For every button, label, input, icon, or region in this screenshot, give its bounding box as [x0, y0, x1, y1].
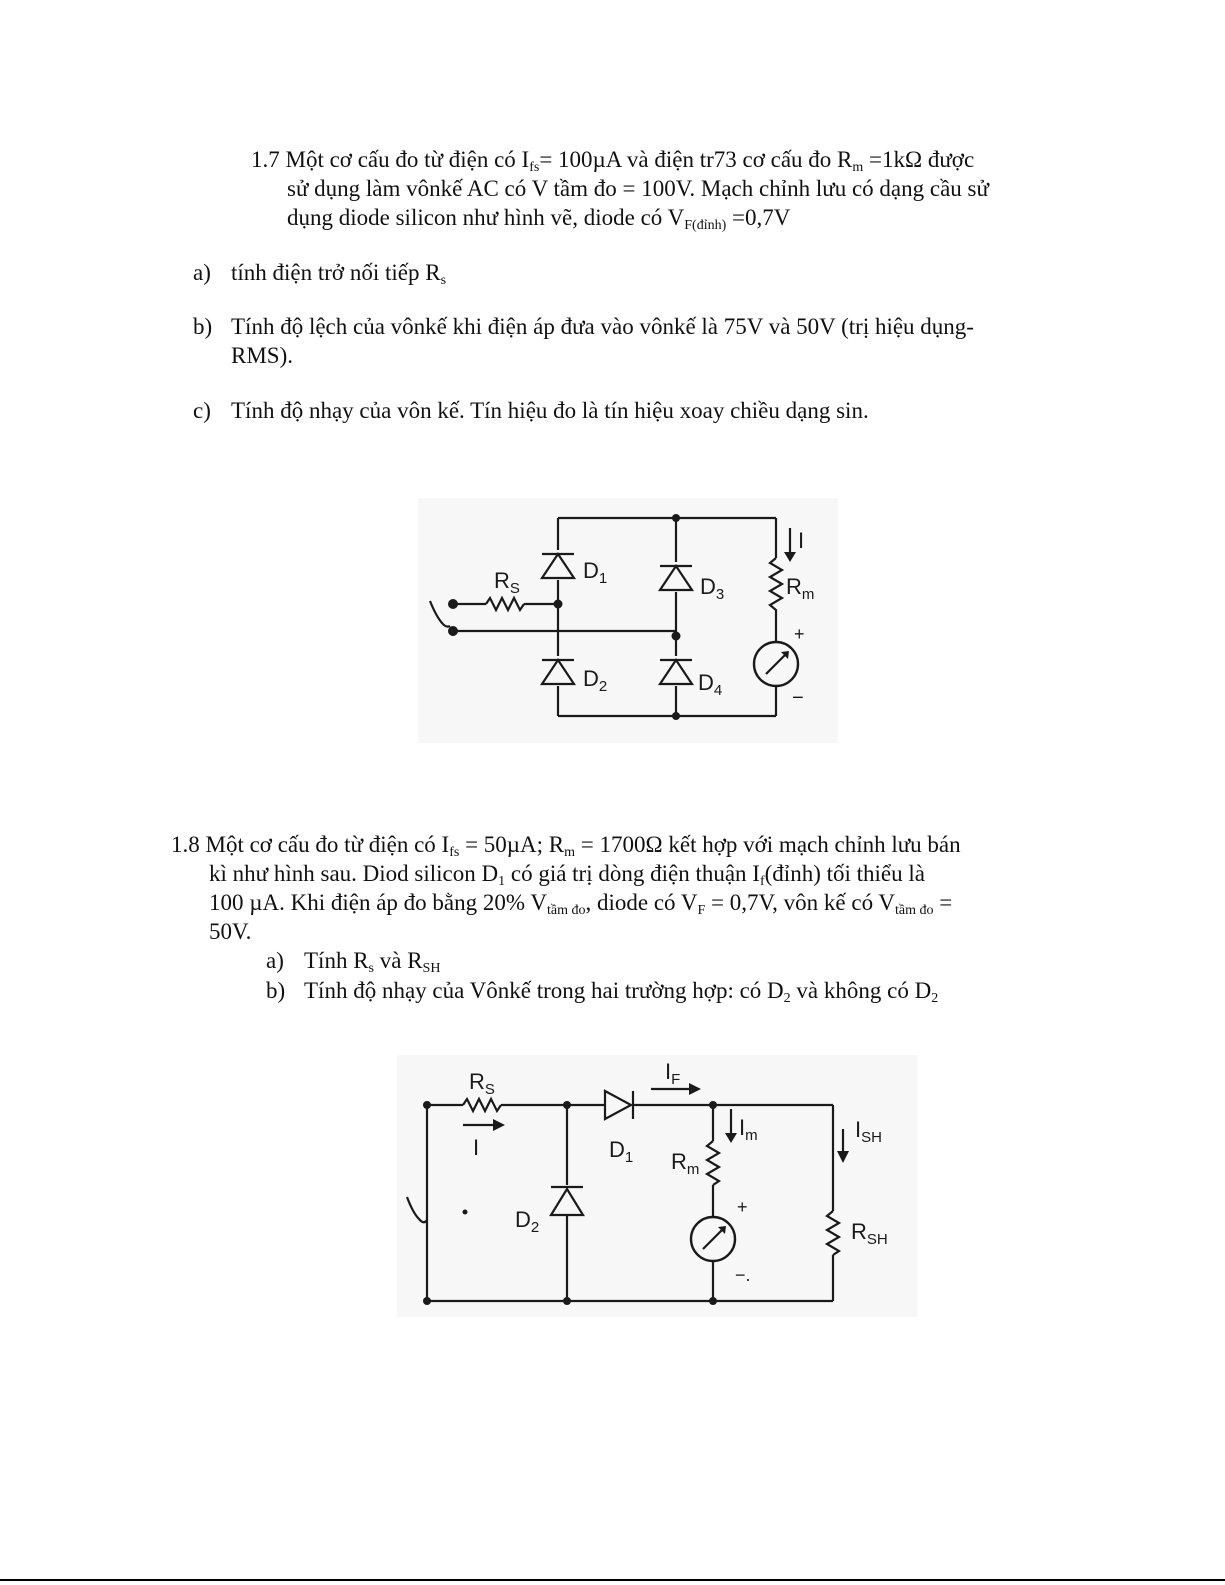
label-d1: $D_1$ [583, 558, 608, 587]
label-current-i: I [798, 528, 805, 553]
question-a-marker: a) [193, 260, 211, 285]
label-d2: $D_2$ [515, 1207, 540, 1236]
problem-1-7-line-3: dụng diode silicon như hình vẽ, diode có $V_{F(đỉnh)} =0,7V$ [287, 205, 791, 233]
label-minus: − [792, 687, 804, 709]
diode-d1 [540, 550, 576, 580]
node-middle-mid [672, 632, 681, 641]
label-rs: $R_S$ [494, 568, 520, 597]
question-a-marker: a) [266, 948, 284, 973]
diode-d2 [540, 656, 576, 686]
question-a-text: tính điện trở nối tiếp $R_s$ [231, 260, 447, 288]
label-current-im: $I_m$ [739, 1115, 758, 1144]
diode-d3 [658, 562, 694, 592]
galvanometer-icon [691, 1217, 735, 1261]
problem-1-8-line-3: 100 µA. Khi điện áp đo bằng 20% $V_{tầm đo}$, diode có $V_F = 0,7V$, vôn kế có $V_{tầm đo}$ = [209, 890, 953, 918]
question-b-text-cont: RMS). [231, 343, 293, 368]
label-rsh: $R_{SH}$ [851, 1219, 888, 1248]
diode-d4 [658, 656, 694, 686]
question-b-marker: b) [193, 314, 213, 339]
problem-1-8-line-2: kì như hình sau. Diod silicon $D_1$ có giá trị dòng điện thuận $I_f(đỉnh)$ tối thiểu là [209, 861, 925, 889]
label-plus: + [794, 624, 805, 644]
label-minus: −. [735, 1265, 751, 1285]
bridge-rectifier-circuit [418, 498, 838, 743]
question-b-text: Tính độ lệch của vônkế khi điện áp đưa vào vônkế là 75V và 50V (trị hiệu dụng- [231, 314, 974, 339]
problem-1-8-line-4: 50V. [209, 919, 252, 944]
galvanometer-icon [754, 642, 798, 686]
label-d2: $D_2$ [583, 666, 608, 695]
page-bottom-border [0, 1579, 1225, 1581]
label-current-if: $I_F$ [665, 1059, 681, 1088]
label-rm: $R_m$ [786, 574, 815, 603]
problem-number: 1.7 [251, 147, 280, 172]
problem-1-8-line-1: 1.8 Một cơ cấu đo từ điện có $I_{fs} = 50\mu A$; $R_m = 1700\Omega$ kết hợp với mạch chỉnh lưu bán [171, 832, 961, 860]
label-plus: + [737, 1197, 748, 1217]
label-rm: $R_m$ [671, 1149, 700, 1178]
problem-1-7-line-2: sử dụng làm vônkế AC có V tầm đo = 100V. Mạch chỉnh lưu có dạng cầu sử [287, 176, 989, 201]
label-d1: $D_1$ [609, 1137, 634, 1166]
node-left-mid [554, 600, 563, 609]
problem-1-7-line-1: 1.7 Một cơ cấu đo từ điện có $I_{fs}= 100\mu A$ và điện tr73 cơ cấu đo $R_m =1k\Omega$ được [251, 147, 975, 175]
label-d3: $D_3$ [700, 574, 725, 603]
label-current-i: I [473, 1135, 480, 1160]
question-c-text: Tính độ nhạy của vôn kế. Tín hiệu đo là tín hiệu xoay chiều dạng sin. [231, 398, 869, 423]
label-current-ish: $I_{SH}$ [855, 1117, 882, 1146]
question-b-marker: b) [266, 978, 286, 1003]
question-a-text: Tính $R_s$ và $R_{SH}$ [304, 948, 441, 976]
problem-number: 1.8 [171, 832, 200, 857]
half-wave-rectifier-circuit [397, 1055, 917, 1317]
label-d4: $D_4$ [698, 670, 723, 699]
figure-background [397, 1055, 917, 1317]
question-c-marker: c) [193, 398, 211, 423]
question-b-text: Tính độ nhạy của Vônkế trong hai trường hợp: có $D_2$ và không có $D_2$ [304, 978, 939, 1006]
label-rs: $R_S$ [469, 1069, 495, 1098]
